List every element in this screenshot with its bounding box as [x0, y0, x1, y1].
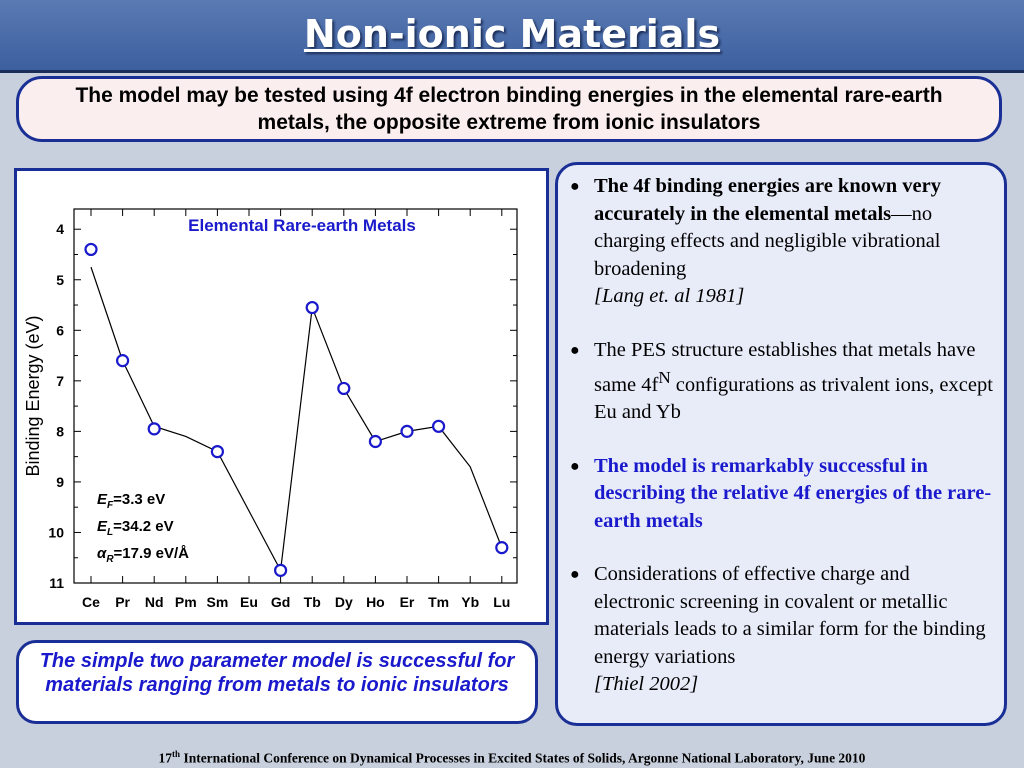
data-point-lu	[496, 542, 507, 553]
data-point-sm	[212, 446, 223, 457]
bullet-marker: ●	[570, 457, 580, 475]
x-tick-label: Pr	[115, 594, 130, 610]
x-tick-label: Ho	[366, 594, 385, 610]
parameter-label: $E_L=34.2$ eV	[97, 518, 174, 538]
x-tick-label: Dy	[334, 594, 353, 610]
data-point-dy	[338, 383, 349, 394]
bullet-3	[568, 453, 994, 536]
data-point-er	[402, 426, 413, 437]
data-point-tb	[307, 302, 318, 313]
conclusion-text: The simple two parameter model is successful for materials ranging from metals to ionic insulators	[39, 650, 515, 696]
conclusion-box	[16, 640, 538, 724]
subtitle-box	[16, 76, 1002, 142]
y-tick-label: 9	[56, 473, 64, 490]
x-tick-label: Sm	[206, 594, 229, 610]
subtitle-text: The model may be tested using 4f electron binding energies in the elemental rare-earth metals, the opposite extreme from ionic insulators	[75, 84, 943, 134]
x-tick-label: Ce	[82, 594, 100, 610]
bullet-marker: ●	[570, 341, 580, 359]
bullet-1-bold: The 4f binding energies are known very accurately in the elemental metals	[594, 175, 941, 225]
data-point-gd	[275, 565, 286, 576]
bullet-1	[568, 173, 994, 311]
bullet-4-text: Considerations of effective charge and electronic screening in covalent or metallic materials leads to a similar form for the binding energy variations	[594, 563, 986, 668]
chart-title: Elemental Rare-earth Metals	[188, 216, 416, 235]
binding-energy-chart	[17, 171, 546, 622]
title-bar	[0, 0, 1024, 73]
x-tick-label: Gd	[270, 594, 291, 610]
y-tick-label: 11	[49, 575, 64, 591]
footer-text: International Conference on Dynamical Processes in Excited States of Solids, Argonne National Laboratory, June 2010	[180, 750, 866, 766]
y-axis-label: Binding Energy (eV)	[23, 315, 43, 477]
x-tick-label: Tm	[428, 594, 450, 610]
x-tick-label: Er	[399, 594, 415, 610]
x-tick-label: Yb	[461, 594, 480, 610]
bullet-3-text: The model is remarkably successful in describing the relative 4f energies of the rare-earth metals	[594, 454, 992, 532]
bullet-4	[568, 561, 994, 699]
x-tick-label: Eu	[240, 594, 258, 610]
data-point-tm	[433, 421, 444, 432]
bullet-list	[555, 162, 1007, 726]
parameter-label: $E_F=3.3$ eV	[97, 491, 166, 511]
data-point-nd	[149, 423, 160, 434]
bullet-2-text-after: configurations as trivalent ions, except Eu and Yb	[594, 373, 993, 424]
y-tick-label: 8	[56, 423, 64, 440]
x-tick-label: Pm	[174, 594, 197, 610]
bullet-marker: ●	[570, 178, 580, 195]
bullet-2	[568, 337, 994, 427]
footer	[0, 749, 1024, 767]
x-tick-label: Lu	[493, 594, 511, 610]
y-tick-label: 4	[56, 221, 64, 238]
slide-title: Non-ionic Materials	[303, 12, 721, 56]
bullet-marker: ●	[570, 566, 580, 584]
bullet-1-citation: [Lang et. al 1981]	[594, 285, 745, 307]
bullet-4-citation: [Thiel 2002]	[594, 673, 699, 696]
bullet-2-superscript: N	[658, 368, 671, 387]
x-tick-label: Nd	[144, 594, 164, 610]
footer-prefix: 17	[158, 750, 173, 766]
data-point-ce	[86, 244, 97, 255]
bullet-2-text-before: The PES structure establishes that metals have same 4f	[594, 338, 976, 396]
y-tick-label: 5	[56, 271, 64, 288]
y-tick-label: 7	[56, 372, 64, 389]
bullet-1-text: —no charging effects and negligible vibrational broadening	[594, 202, 941, 280]
chart-frame	[14, 168, 549, 625]
y-tick-label: 10	[48, 524, 64, 541]
footer-sup: th	[172, 749, 181, 759]
data-point-ho	[370, 436, 381, 447]
parameter-label: $\alpha_R=17.9$ eV/Å	[97, 545, 190, 565]
y-tick-label: 6	[56, 322, 64, 339]
x-tick-label: Tb	[303, 594, 321, 610]
data-point-pr	[117, 355, 128, 366]
